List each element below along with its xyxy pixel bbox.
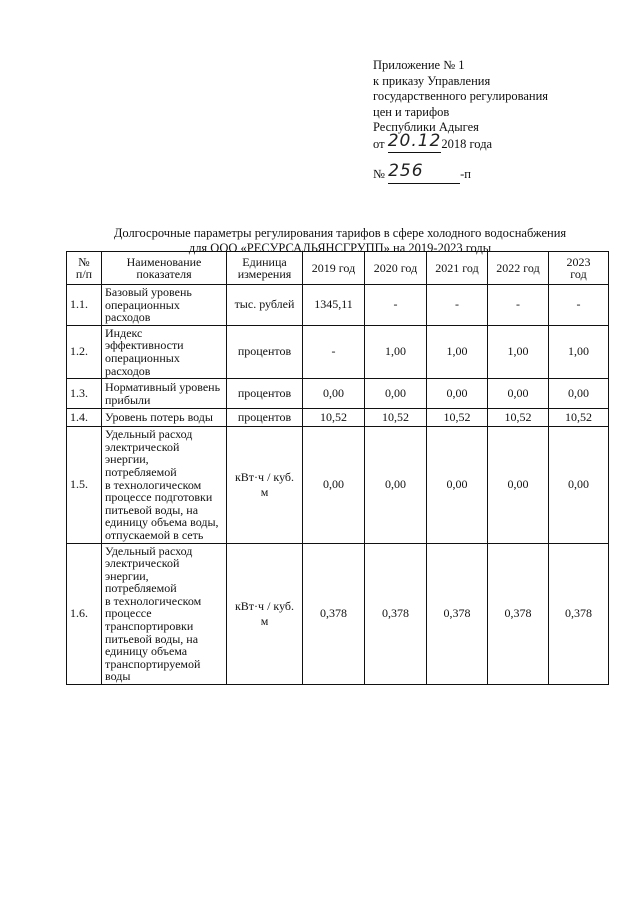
row-number: 1.3.: [67, 379, 102, 409]
number-prefix: №: [373, 167, 385, 181]
title-line-2: для ООО «РЕСУРСАЛЬЯНСГРУПП» на 2019-2023 годы: [188, 240, 492, 255]
header-year: 2023 год: [549, 252, 609, 285]
header-year: 2022 год: [488, 252, 549, 285]
value-cell: 0,00: [365, 427, 427, 543]
table-row: [67, 543, 609, 685]
unit-cell: процентов: [227, 409, 303, 427]
table-header-row: [67, 252, 609, 285]
value-cell: 1,00: [549, 325, 609, 378]
unit-cell: тыс. рублей: [227, 285, 303, 326]
value-cell: -: [427, 285, 488, 326]
header-year: 2019 год: [303, 252, 365, 285]
value-cell: 0,00: [303, 427, 365, 543]
attachment-header: [373, 58, 623, 153]
value-cell: 1,00: [365, 325, 427, 378]
date-suffix: 2018 года: [441, 136, 493, 151]
indicator-name: Нормативный уровень прибыли: [102, 379, 227, 409]
row-number: 1.2.: [67, 325, 102, 378]
indicator-name: Удельный расход электрической энергии, потребляемой в технологическом процессе транспортировки питьевой воды, на единицу объема транспортируемой воды: [102, 543, 227, 685]
date-handwritten: 20.12: [387, 130, 442, 151]
unit-cell: процентов: [227, 325, 303, 378]
value-cell: -: [549, 285, 609, 326]
value-cell: -: [488, 285, 549, 326]
header-year: 2021 год: [427, 252, 488, 285]
value-cell: 0,378: [365, 543, 427, 685]
table-row: [67, 409, 609, 427]
date-blank: [387, 130, 442, 154]
value-cell: -: [303, 325, 365, 378]
table-row: [67, 285, 609, 326]
value-cell: 0,00: [365, 379, 427, 409]
value-cell: 0,00: [427, 427, 488, 543]
value-cell: 0,378: [303, 543, 365, 685]
parameters-table: [66, 251, 609, 685]
value-cell: 10,52: [303, 409, 365, 427]
indicator-name: Базовый уровень операционных расходов: [102, 285, 227, 326]
value-cell: 0,378: [549, 543, 609, 685]
order-number: [373, 163, 471, 184]
value-cell: 10,52: [549, 409, 609, 427]
value-cell: -: [365, 285, 427, 326]
value-cell: 0,00: [488, 427, 549, 543]
number-blank: [388, 163, 460, 184]
unit-cell: кВт·ч / куб. м: [227, 543, 303, 685]
table-row: [67, 325, 609, 378]
unit-cell: кВт·ч / куб. м: [227, 427, 303, 543]
header-num: № п/п: [67, 252, 102, 285]
row-number: 1.4.: [67, 409, 102, 427]
number-suffix: -п: [460, 167, 471, 181]
table-row: [67, 427, 609, 543]
row-number: 1.1.: [67, 285, 102, 326]
value-cell: 0,00: [488, 379, 549, 409]
title-line-1: Долгосрочные параметры регулирования тарифов в сфере холодного водоснабжения: [113, 226, 567, 240]
indicator-name: Уровень потерь воды: [102, 409, 227, 427]
table-row: [67, 379, 609, 409]
attachment-line: Республики Адыгея: [373, 120, 479, 134]
value-cell: 0,00: [549, 427, 609, 543]
attachment-line: Приложение № 1: [373, 58, 465, 72]
unit-cell: процентов: [227, 379, 303, 409]
header-name: Наименование показателя: [102, 252, 227, 285]
value-cell: 1,00: [488, 325, 549, 378]
header-unit: Единица измерения: [227, 252, 303, 285]
value-cell: 0,378: [427, 543, 488, 685]
value-cell: 10,52: [488, 409, 549, 427]
attachment-line: цен и тарифов: [373, 104, 450, 119]
value-cell: 0,00: [549, 379, 609, 409]
value-cell: 0,00: [427, 379, 488, 409]
date-prefix: от: [373, 136, 385, 151]
value-cell: 10,52: [427, 409, 488, 427]
attachment-line: к приказу Управления: [373, 73, 491, 88]
value-cell: 1345,11: [303, 285, 365, 326]
indicator-name: Индекс эффективности операционных расходов: [102, 325, 227, 378]
row-number: 1.6.: [67, 543, 102, 685]
number-handwritten: 256: [388, 161, 424, 181]
value-cell: 1,00: [427, 325, 488, 378]
attachment-line: государственного регулирования: [373, 89, 549, 103]
value-cell: 10,52: [365, 409, 427, 427]
attachment-date: [373, 130, 623, 154]
indicator-name: Удельный расход электрической энергии, потребляемой в технологическом процессе подготовки питьевой воды, на единицу объема воды, отпускаемой в сеть: [102, 427, 227, 543]
value-cell: 0,00: [303, 379, 365, 409]
row-number: 1.5.: [67, 427, 102, 543]
header-year: 2020 год: [365, 252, 427, 285]
value-cell: 0,378: [488, 543, 549, 685]
